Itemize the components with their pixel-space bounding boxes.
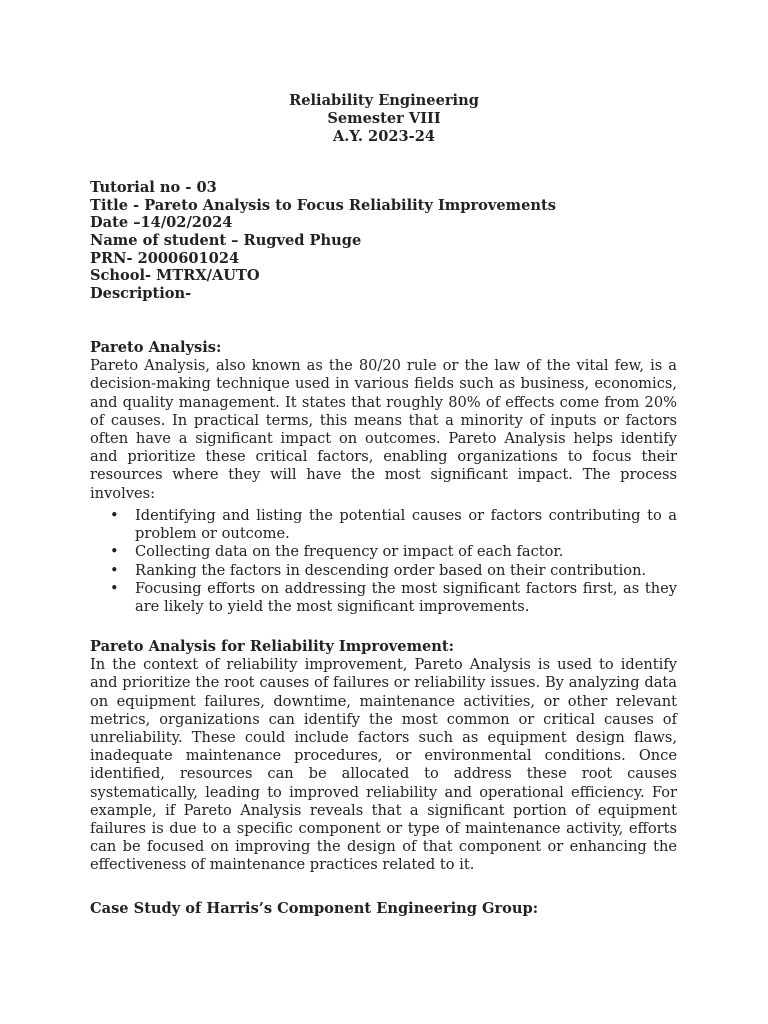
bullet-icon: • xyxy=(110,579,119,597)
description-label: Description- xyxy=(90,285,192,303)
tutorial-number: Tutorial no - 03 xyxy=(90,179,217,196)
list-item xyxy=(90,543,677,561)
student-name: Name of student – Rugved Phuge xyxy=(90,232,362,250)
section-heading: Case Study of Harris’s Component Engineering Group: xyxy=(90,900,539,917)
document-header xyxy=(0,92,768,146)
tutorial-meta xyxy=(90,179,678,303)
list-item xyxy=(90,580,677,616)
tutorial-date: Date –14/02/2024 xyxy=(90,214,233,232)
school-name: School- MTRX/AUTO xyxy=(90,267,260,285)
list-item-text: Collecting data on the frequency or impact of each factor. xyxy=(135,543,564,561)
section-heading: Pareto Analysis: xyxy=(90,339,222,356)
list-item-text: Identifying and listing the potential causes or factors contributing to a problem or outcome. xyxy=(135,507,677,543)
bullet-icon: • xyxy=(110,507,119,524)
academic-year: A.Y. 2023-24 xyxy=(332,128,436,145)
section-heading: Pareto Analysis for Reliability Improvement: xyxy=(90,638,455,655)
section-paragraph: In the context of reliability improvement, Pareto Analysis is used to identify and prioritize the root causes of failures or reliability issues. By analyzing data on equipment failures, downtime, maintenance activities, or other relevant metrics, organizations can identify the most common or critical causes of unreliability. These could include factors such as equipment design flaws, inadequate maintenance procedures, or environmental conditions. Once identified, resources can be allocated to address these root causes systematically, leading to improved reliability and operational efficiency. For example, if Pareto Analysis reveals that a significant portion of equipment failures is due to a specific component or type of maintenance activity, efforts can be focused on improving the design of that component or enhancing the effectiveness of maintenance practices related to it. xyxy=(90,656,677,874)
pareto-analysis-section xyxy=(90,339,677,503)
bullet-icon: • xyxy=(110,543,119,561)
bullet-icon: • xyxy=(110,561,119,579)
course-title: Reliability Engineering xyxy=(289,92,479,109)
tutorial-title: Title - Pareto Analysis to Focus Reliability Improvements xyxy=(90,196,556,214)
list-item-text: Focusing efforts on addressing the most significant factors first, as they are likely to yield the most significant improvements. xyxy=(135,579,677,616)
process-steps-list xyxy=(90,507,677,616)
section-paragraph: Pareto Analysis, also known as the 80/20 rule or the law of the vital few, is a decision-making technique used in various fields such as business, economics, and quality management. It states that roughly 80% of effects come from 20% of causes. In practical terms, this means that a minority of inputs or factors often have a significant impact on outcomes. Pareto Analysis helps identify and prioritize these critical factors, enabling organizations to focus their resources where they will have the most significant impact. The process involves: xyxy=(90,357,677,502)
list-item-text: Ranking the factors in descending order based on their contribution. xyxy=(135,561,647,579)
list-item xyxy=(90,562,677,580)
semester-label: Semester VIII xyxy=(327,110,441,127)
reliability-improvement-section xyxy=(90,638,677,875)
case-study-section xyxy=(90,900,677,918)
student-prn: PRN- 2000601024 xyxy=(90,249,240,267)
list-item xyxy=(90,507,677,543)
